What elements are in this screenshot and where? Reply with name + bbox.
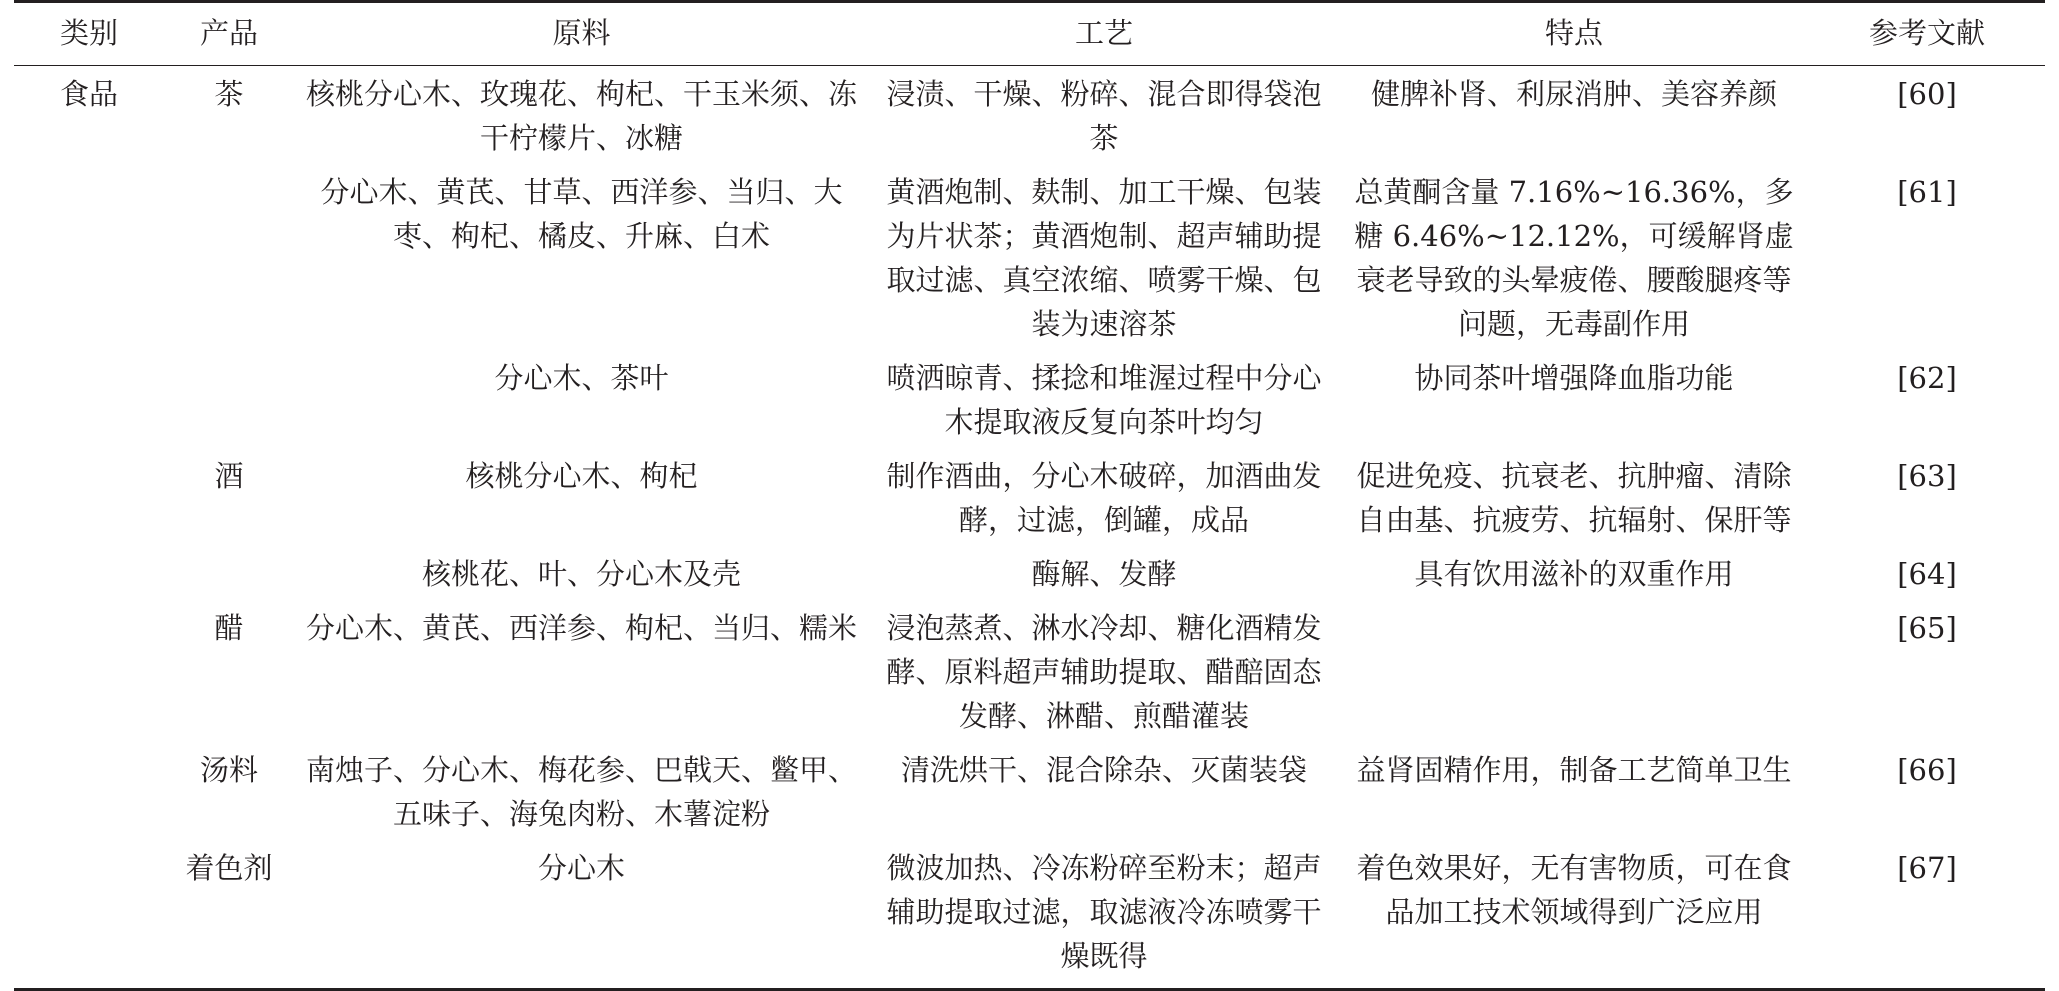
header-category: 类别 (14, 2, 164, 66)
cell-raw-material (294, 170, 869, 356)
cell-raw-material (294, 552, 869, 606)
table-row (14, 606, 2045, 748)
cell-feature (1339, 748, 1809, 846)
header-reference: 参考文献 (1809, 2, 2045, 66)
cell-feature-text: 促进免疫、抗衰老、抗肿瘤、清除自由基、抗疲劳、抗辐射、保肝等 (1356, 459, 1792, 537)
cell-process (869, 66, 1339, 171)
cell-reference: [63] (1897, 459, 1957, 493)
cell-reference: [66] (1897, 753, 1957, 787)
cell-category (14, 748, 164, 846)
cell-process (869, 552, 1339, 606)
header-row (14, 2, 2045, 66)
cell-raw-material (294, 454, 869, 552)
table-row (14, 846, 2045, 990)
cell-raw-material-text: 核桃分心木、玫瑰花、枸杞、干玉米须、冻干柠檬片、冰糖 (305, 77, 857, 155)
cell-feature (1339, 356, 1809, 454)
cell-process (869, 170, 1339, 356)
cell-feature (1339, 170, 1809, 356)
cell-raw-material-text: 核桃分心木、枸杞 (465, 459, 698, 493)
cell-process (869, 454, 1339, 552)
cell-category (14, 606, 164, 748)
cell-feature (1339, 552, 1809, 606)
cell-feature (1339, 454, 1809, 552)
cell-reference: [65] (1897, 611, 1957, 645)
cell-raw-material (294, 606, 869, 748)
cell-product: 茶 (214, 77, 244, 111)
table-row (14, 356, 2045, 454)
data-table-container (14, 0, 2045, 991)
data-table (14, 0, 2045, 991)
cell-feature-text: 着色效果好，无有害物质，可在食品加工技术领域得到广泛应用 (1356, 851, 1792, 929)
cell-product (164, 552, 294, 606)
cell-process (869, 606, 1339, 748)
cell-raw-material-text: 分心木 (537, 851, 625, 885)
cell-process (869, 356, 1339, 454)
cell-raw-material-text: 核桃花、叶、分心木及壳 (421, 557, 741, 591)
cell-feature (1339, 846, 1809, 990)
cell-process-text: 制作酒曲，分心木破碎，加酒曲发酵，过滤，倒罐，成品 (886, 459, 1322, 537)
table-row (14, 552, 2045, 606)
cell-category (14, 454, 164, 552)
cell-category: 食品 (59, 77, 118, 111)
cell-feature (1339, 606, 1809, 748)
cell-product: 醋 (214, 611, 244, 645)
cell-product: 酒 (214, 459, 244, 493)
cell-feature-text: 协同茶叶增强降血脂功能 (1414, 361, 1734, 395)
cell-raw-material-text: 南烛子、分心木、梅花参、巴戟天、鳖甲、五味子、海兔肉粉、木薯淀粉 (305, 753, 857, 831)
cell-reference: [60] (1897, 77, 1957, 111)
header-raw-material: 原料 (294, 2, 869, 66)
cell-product (164, 356, 294, 454)
header-feature: 特点 (1339, 2, 1809, 66)
table-body (14, 66, 2045, 990)
cell-process-text: 喷洒晾青、揉捻和堆渥过程中分心木提取液反复向茶叶均匀 (886, 361, 1322, 439)
cell-feature-text: 总黄酮含量 7.16%~16.36%，多糖 6.46%~12.12%，可缓解肾虚衰老导致的头晕疲倦、腰酸腿疼等问题，无毒副作用 (1354, 175, 1794, 341)
cell-product: 着色剂 (164, 846, 294, 990)
cell-process (869, 748, 1339, 846)
cell-feature-text: 具有饮用滋补的双重作用 (1414, 557, 1734, 591)
header-product: 产品 (164, 2, 294, 66)
cell-product (164, 170, 294, 356)
header-process: 工艺 (869, 2, 1339, 66)
cell-reference: [61] (1897, 175, 1957, 209)
cell-reference: [62] (1897, 361, 1957, 395)
cell-raw-material-text: 分心木、黄芪、西洋参、枸杞、当归、糯米 (305, 611, 857, 645)
cell-raw-material (294, 356, 869, 454)
cell-raw-material-text: 分心木、茶叶 (494, 361, 669, 395)
table-row (14, 170, 2045, 356)
table-row (14, 748, 2045, 846)
cell-reference: [64] (1897, 557, 1957, 591)
cell-feature-text: 益肾固精作用，制备工艺简单卫生 (1356, 753, 1792, 787)
cell-category (14, 846, 164, 990)
table-row (14, 454, 2045, 552)
cell-process-text: 黄酒炮制、麸制、加工干燥、包装为片状茶；黄酒炮制、超声辅助提取过滤、真空浓缩、喷雾干燥、包装为速溶茶 (886, 175, 1322, 341)
cell-process-text: 微波加热、冷冻粉碎至粉末；超声辅助提取过滤，取滤液冷冻喷雾干燥既得 (886, 851, 1322, 973)
cell-feature-text: 健脾补肾、利尿消肿、美容养颜 (1370, 77, 1777, 111)
cell-raw-material (294, 748, 869, 846)
cell-process-text: 清洗烘干、混合除杂、灭菌装袋 (900, 753, 1307, 787)
cell-product: 汤料 (199, 753, 258, 787)
cell-reference: [67] (1809, 846, 2045, 990)
cell-process (869, 846, 1339, 990)
cell-raw-material (294, 846, 869, 990)
cell-process-text: 浸泡蒸煮、淋水冷却、糖化酒精发酵、原料超声辅助提取、醋醅固态发酵、淋醋、煎醋灌装 (886, 611, 1322, 733)
cell-raw-material (294, 66, 869, 171)
cell-feature (1339, 66, 1809, 171)
cell-raw-material-text: 分心木、黄芪、甘草、西洋参、当归、大枣、枸杞、橘皮、升麻、白术 (320, 175, 843, 253)
cell-category (14, 170, 164, 356)
cell-category (14, 356, 164, 454)
table-row (14, 66, 2045, 171)
cell-process-text: 酶解、发酵 (1031, 557, 1177, 591)
cell-category (14, 552, 164, 606)
cell-process-text: 浸渍、干燥、粉碎、混合即得袋泡茶 (886, 77, 1322, 155)
table-header (14, 2, 2045, 66)
